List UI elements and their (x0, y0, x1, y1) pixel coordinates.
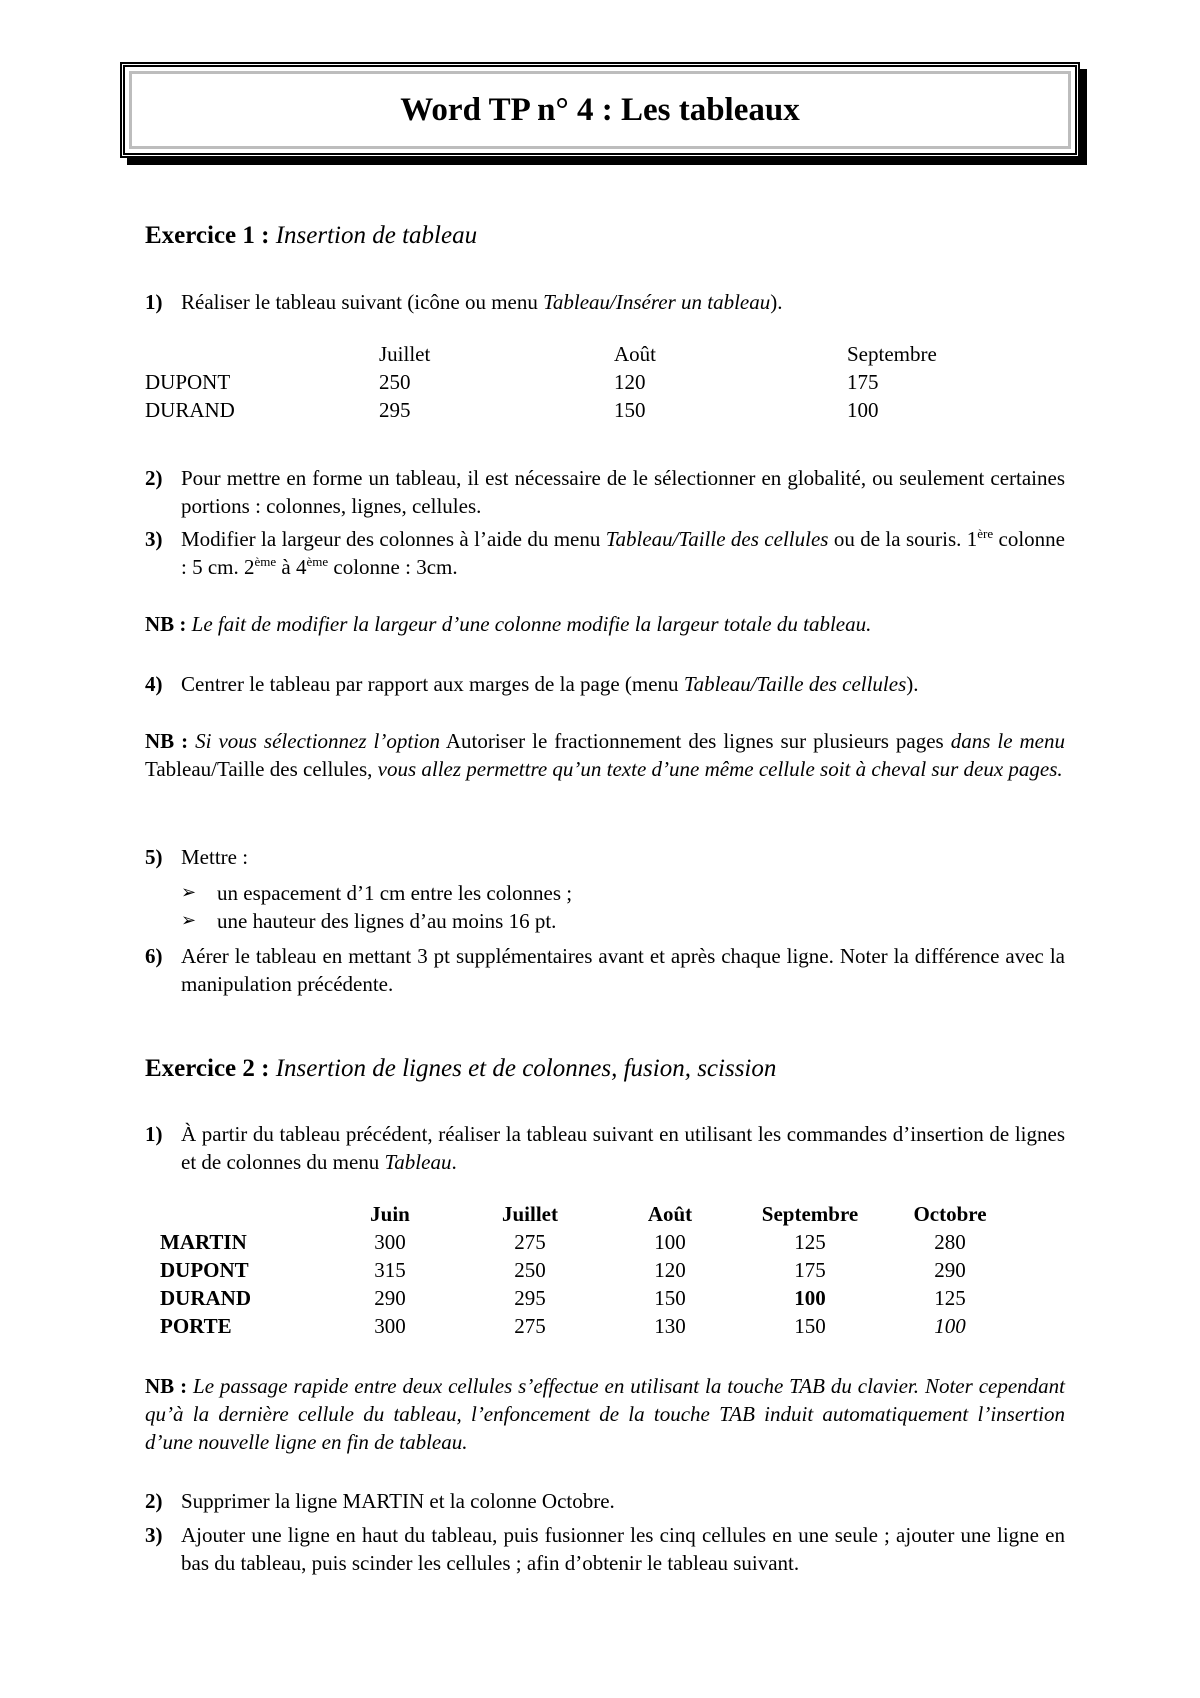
ex2-question-2 (145, 1487, 1065, 1515)
question-number: 3) (145, 527, 163, 551)
note-label: NB : (145, 612, 187, 636)
title-box (120, 62, 1080, 158)
table-cell: DUPONT (145, 370, 231, 394)
table-cell: 295 (514, 1286, 546, 1310)
table-cell: DUPONT (160, 1258, 249, 1282)
question-text: Aérer le tableau en mettant 3 pt supplémentaires avant et après chaque ligne. Noter la différence avec la manipulation précédente. (181, 944, 1065, 996)
ex1-question-3 (145, 525, 1065, 581)
menu-path: Tableau (384, 1150, 452, 1174)
superscript: ème (254, 554, 277, 569)
exercise-1-subtitle: Insertion de tableau (275, 222, 478, 249)
table-cell: 125 (794, 1230, 826, 1254)
list-item (181, 879, 1061, 907)
table-row (145, 368, 997, 396)
table-header: Septembre (847, 342, 937, 366)
table-cell: 175 (794, 1258, 826, 1282)
question-text: colonne : 3cm. (328, 555, 458, 579)
table-cell: 150 (794, 1314, 826, 1338)
table-cell: 150 (654, 1286, 686, 1310)
question-text: ou de la souris. 1 (828, 527, 978, 551)
question-number: 4) (145, 672, 163, 696)
ex1-question-6 (145, 942, 1065, 998)
table-cell: 250 (514, 1258, 546, 1282)
note-text: dans le menu (950, 729, 1065, 753)
question-number: 2) (145, 466, 163, 490)
table-cell: 100 (794, 1286, 826, 1310)
question-text-end: ). (906, 672, 919, 696)
question-text-end: . (451, 1150, 457, 1174)
table-header-row (160, 1200, 1020, 1228)
ex1-question-4 (145, 670, 1065, 698)
table-header: Août (614, 342, 656, 366)
exercise-1-label: Exercice 1 : (145, 222, 270, 249)
question-text: Modifier la largeur des colonnes à l’aide du menu (181, 527, 606, 551)
question-text: Mettre : (181, 845, 249, 869)
table-cell (145, 340, 379, 368)
note-text: Le fait de modifier la largeur d’une colonne modifie la largeur totale du tableau. (191, 612, 872, 636)
question-text: Réaliser le tableau suivant (icône ou menu (181, 290, 544, 314)
table-cell (160, 1200, 320, 1228)
table-cell: 290 (934, 1258, 966, 1282)
table-header: Juillet (502, 1202, 558, 1226)
table-cell: 295 (379, 398, 411, 422)
table-cell: 125 (934, 1286, 966, 1310)
table-cell: 275 (514, 1314, 546, 1338)
menu-path: Tableau/Taille des cellules (605, 527, 829, 551)
table-cell: 300 (374, 1230, 406, 1254)
page-title: Word TP n° 4 : Les tableaux (400, 91, 800, 128)
exercise-1-heading (145, 222, 477, 250)
question-text: Pour mettre en forme un tableau, il est nécessaire de le sélectionner en globalité, ou seulement certaines portions : colonnes, lignes, cellules. (181, 466, 1065, 518)
note-text-plain: Autoriser le fractionnement des lignes sur plusieurs pages (440, 729, 951, 753)
table-cell: 150 (614, 398, 646, 422)
ex1-q5-bullet-list (181, 879, 1061, 935)
table-cell: 100 (654, 1230, 686, 1254)
question-text: À partir du tableau précédent, réaliser la tableau suivant en utilisant les commandes d’insertion de lignes et de colonnes du menu (181, 1122, 1065, 1174)
exercise-2-table (160, 1200, 1020, 1340)
table-row (160, 1284, 1020, 1312)
table-cell: PORTE (160, 1314, 232, 1338)
table-cell: 290 (374, 1286, 406, 1310)
ex1-note-1 (145, 610, 1065, 638)
table-cell: 280 (934, 1230, 966, 1254)
table-cell: MARTIN (160, 1230, 247, 1254)
menu-path: Tableau/Taille des cellules (683, 672, 907, 696)
table-cell: 300 (374, 1314, 406, 1338)
note-text-plain: Tableau/Taille des cellules, (145, 757, 378, 781)
question-number: 1) (145, 1122, 163, 1146)
note-label: NB : (145, 729, 189, 753)
question-number: 6) (145, 944, 163, 968)
exercise-2-subtitle: Insertion de lignes et de colonnes, fusion, scission (275, 1055, 777, 1082)
table-cell: 120 (614, 370, 646, 394)
menu-path: Tableau/Insérer un tableau (543, 290, 771, 314)
ex2-question-1 (145, 1120, 1065, 1176)
question-text: colonne : 5 cm. 2 (181, 527, 1065, 579)
exercise-1-table (145, 340, 997, 424)
ex1-question-2 (145, 464, 1065, 520)
ex1-note-2 (145, 727, 1065, 783)
table-cell: DURAND (160, 1286, 251, 1310)
exercise-2-label: Exercice 2 : (145, 1055, 270, 1082)
question-number: 5) (145, 845, 163, 869)
table-header-row (145, 340, 997, 368)
table-cell: 175 (847, 370, 879, 394)
table-header: Juin (370, 1202, 410, 1226)
table-header: Septembre (761, 1202, 859, 1226)
question-number: 2) (145, 1489, 163, 1513)
note-text: vous allez permettre qu’un texte d’une même cellule soit à cheval sur deux pages. (377, 757, 1063, 781)
question-text: à 4 (276, 555, 307, 579)
table-row (145, 396, 997, 424)
table-cell: 100 (934, 1314, 966, 1338)
table-row (160, 1228, 1020, 1256)
note-text: Si vous sélectionnez l’option (195, 729, 441, 753)
table-cell: 250 (379, 370, 411, 394)
table-cell: 130 (654, 1314, 686, 1338)
table-header: Octobre (913, 1202, 987, 1226)
table-cell: 275 (514, 1230, 546, 1254)
note-label: NB : (145, 1374, 188, 1398)
question-text-end: ). (770, 290, 783, 314)
list-item-text: un espacement d’1 cm entre les colonnes ; (217, 881, 573, 905)
list-item (181, 907, 1061, 935)
ex1-question-1 (145, 288, 1065, 316)
table-cell: DURAND (145, 398, 235, 422)
ex2-note (145, 1372, 1065, 1456)
question-number: 3) (145, 1523, 163, 1547)
table-header: Juillet (379, 342, 431, 366)
table-row (160, 1256, 1020, 1284)
superscript: ème (306, 554, 329, 569)
question-text: Supprimer la ligne MARTIN et la colonne Octobre. (181, 1489, 615, 1513)
question-text: Ajouter une ligne en haut du tableau, puis fusionner les cinq cellules en une seule ; ajouter une ligne en bas du tableau, puis scinder les cellules ; afin d’obtenir le tableau suivant. (181, 1523, 1065, 1575)
superscript: ère (977, 526, 994, 541)
table-cell: 100 (847, 398, 879, 422)
list-item-text: une hauteur des lignes d’au moins 16 pt. (217, 909, 557, 933)
note-text: Le passage rapide entre deux cellules s’effectue en utilisant la touche TAB du clavier. Noter cependant qu’à la dernière cellule du tableau, l’enfoncement de la touche TAB induit automatiquement l’insertion d’une nouvelle ligne en fin de tableau. (145, 1374, 1065, 1454)
question-text: Centrer le tableau par rapport aux marges de la page (menu (181, 672, 684, 696)
table-cell: 120 (654, 1258, 686, 1282)
table-row (160, 1312, 1020, 1340)
exercise-2-heading (145, 1055, 776, 1083)
question-number: 1) (145, 290, 163, 314)
table-header: Août (647, 1202, 693, 1226)
ex1-question-5 (145, 843, 1065, 871)
ex2-question-3 (145, 1521, 1065, 1577)
arrow-bullet-icon: ➢ (181, 882, 197, 903)
table-cell: 315 (374, 1258, 406, 1282)
arrow-bullet-icon: ➢ (181, 910, 197, 931)
